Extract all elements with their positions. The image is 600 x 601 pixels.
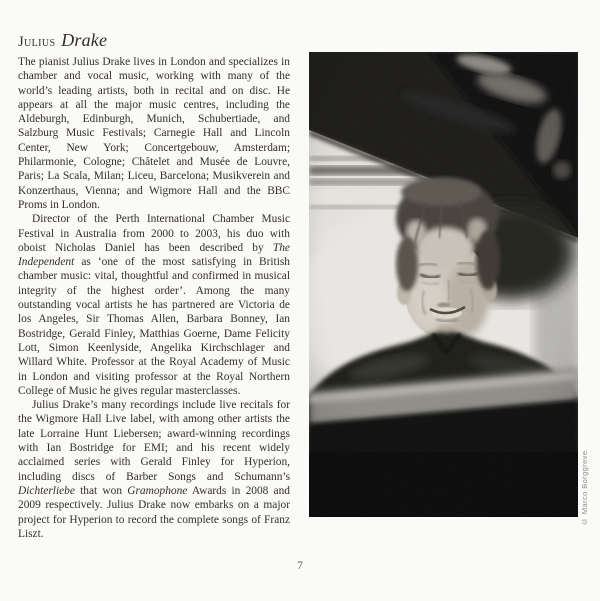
julius-drake-photo (309, 52, 578, 517)
bio-paragraph: Julius Drake’s many recordings include live recitals for the Wigmore Hall Live label, with among other artists the late Lorraine Hunt Liebersen; award-winning recordings with Ian Bostridge for EMI; and his recent widely acclaimed series with Gerald Finley for Hyperion, including discs of Barber Songs and Schumann’s Dichterliebe that won Gramophone Awards in 2008 and 2009 respectively. Julius Drake now embarks on a major project for Hyperion to record the complete songs of Franz Liszt. (18, 399, 290, 540)
artist-first-name: Julius (18, 34, 56, 50)
page-number: 7 (297, 560, 303, 572)
bio-paragraph: Director of the Perth International Chamber Music Festival in Australia from 2000 to 2003, his duo with oboist Nicholas Daniel has been described by The Independent as ‘one of the most satisfying in British chamber music: vital, thoughtful and confirmed in musical integrity of the highest order’. Among the many outstanding vocal artists he has partnered are Victoria de los Angeles, Sir Thomas Allen, Barbara Bonney, Ian Bostridge, Gerald Finley, Matthias Goerne, Dame Felicity Lott, Simon Keenlyside, Angelika Kirchschlager and Willard White. Professor at the Royal Academy of Music in London and visiting professor at the Royal Northern College of Music he gives regular masterclasses. (18, 213, 290, 397)
bio-paragraph: The pianist Julius Drake lives in London and specializes in chamber and vocal music, working with many of the world’s leading artists, both in recital and on disc. He appears at all the major music centres, including the Aldeburgh, Edinburgh, Munich, Schubertiade, and Salzburg Music Festivals; Carnegie Hall and Lincoln Center, New York; Concertgebouw, Amsterdam; Philarmonie, Cologne; Châtelet and Musée de Louvre, Paris; La Scala, Milan; Liceu, Barcelona; Musikverein and Konzerthaus, Vienna; and Wigmore Hall and the BBC Proms in London. (18, 56, 290, 211)
film-grain (309, 52, 578, 517)
biography-section (18, 30, 290, 541)
photo-credit: © Marco Borggreve (580, 450, 589, 526)
bio-paragraphs (18, 55, 290, 541)
photo-illustration (309, 52, 578, 517)
page-title (18, 30, 290, 51)
artist-last-name: Drake (61, 30, 108, 50)
